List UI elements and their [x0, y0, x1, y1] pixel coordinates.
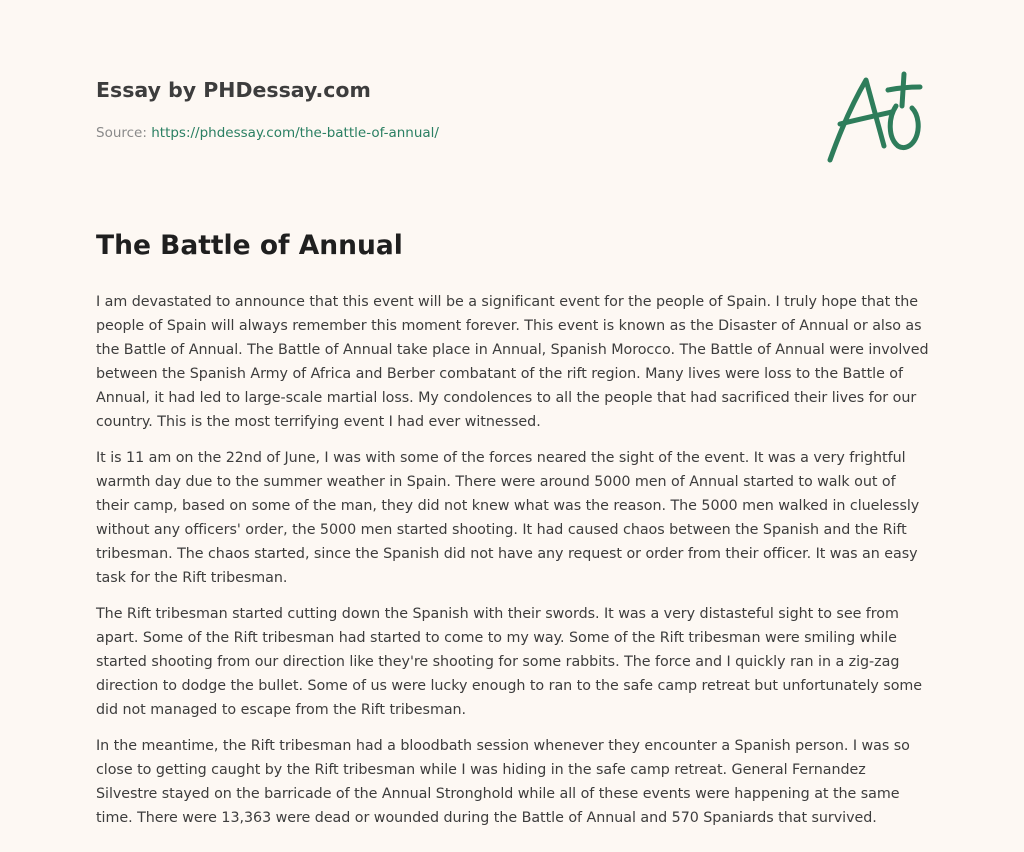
- source-line: [96, 124, 796, 142]
- source-label: Source:: [96, 125, 152, 141]
- essay-paragraph: The Rift tribesman started cutting down the Spanish with their swords. It was a very distasteful sight to see from apart. Some of the Rift tribesman had started to come to my way. Some of the Rift tribesman were smiling while started shooting from our direction like they're shooting for some rabbits. The force and I quickly ran in a zig-zag direction to dodge the bullet. Some of us were lucky enough to ran to the safe camp retreat but unfortunately some did not managed to escape from the Rift tribesman.: [96, 606, 923, 718]
- essay-paragraph: In the meantime, the Rift tribesman had a bloodbath session whenever they encounter a Spanish person. I was so close to getting caught by the Rift tribesman while I was hiding in the safe camp retreat. General Fernandez Silvestre stayed on the barricade of the Annual Stronghold while all of these events were happening at the same time. There were 13,363 were dead or wounded during the Battle of Annual and 570 Spaniards that survived.: [96, 738, 910, 826]
- essay-paragraph: It is 11 am on the 22nd of June, I was with some of the forces neared the sight of the event. It was a very frightful warmth day due to the summer weather in Spain. There were around 5000 men of Annual started to walk out of their camp, based on some of the man, they did not knew what was the reason. The 5000 men walked in cluelessly without any officers' order, the 5000 men started shooting. It had caused chaos between the Spanish and the Rift tribesman. The chaos started, since the Spanish did not have any request or order from their officer. It was an easy task for the Rift tribesman.: [96, 450, 920, 586]
- essay-paragraph: I am devastated to announce that this event will be a significant event for the people of Spain. I truly hope that the people of Spain will always remember this moment forever. This event is known as the Disaster of Annual or also as the Battle of Annual. The Battle of Annual take place in Annual, Spanish Morocco. The Battle of Annual were involved between the Spanish Army of Africa and Berber combatant of the rift region. Many lives were loss to the Battle of Annual, it had led to large-scale martial loss. My condolences to all the people that had sacrificed their lives for our country. This is the most terrifying event I had ever witnessed.: [96, 294, 929, 430]
- essay-article: [96, 226, 930, 842]
- source-link[interactable]: https://phdessay.com/the-battle-of-annual/: [151, 125, 439, 141]
- a-plus-grade-icon: [822, 66, 926, 166]
- brand-title: Essay by PHDessay.com: [96, 78, 371, 102]
- document-header: [96, 76, 796, 142]
- page-title: The Battle of Annual: [96, 230, 403, 261]
